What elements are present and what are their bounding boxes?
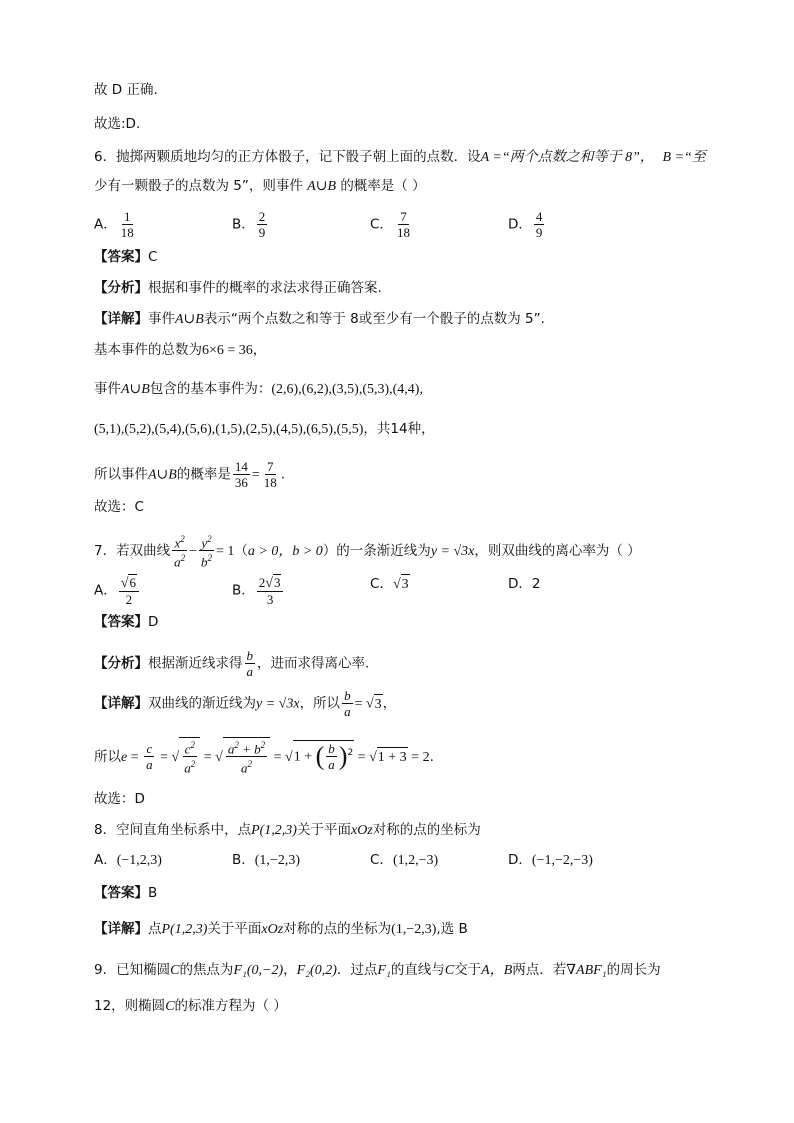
q6-stem-line1: 6．抛掷两颗质地均匀的正方体骰子，记下骰子朝上面的点数．设A =“两个点数之和等于 8”， B =“至	[94, 149, 706, 165]
q7-detail: 【详解】双曲线的渐近线为y = √3x，所以 $\frac{b}{a}$ = √3，	[94, 688, 397, 719]
q7-option-a: A． $\frac{√6}{2}$	[94, 574, 141, 607]
q8-answer: 【答案】B	[94, 885, 158, 901]
q6-stem-line2: 少有一颗骰子的点数为 5”，则事件 A∪B 的概率是（ ）	[94, 178, 426, 194]
q7-option-b: B． $\frac{2√3}{3}$	[232, 574, 285, 607]
q6-choice: 故选：C	[94, 499, 144, 515]
q7-option-c: C．√3	[370, 574, 410, 595]
q7-analysis: 【分析】根据渐近线求得 $\frac{b}{a}$ ，进而求得离心率.	[94, 648, 370, 679]
q6-total: 基本事件的总数为6×6 = 36，	[94, 342, 267, 358]
q8-option-d: D．(−1,−2,−3)	[508, 852, 593, 868]
q7-eccentricity: 所以e = $\frac{c}{a}$ = √ $\frac{c^2}{a^2}$ = √ $\frac{a^2 + b^2}{a^2}$ = √1 + ( $\frac{b}{a}$ )$^2$ = √1 + 3 = 2.	[94, 737, 434, 776]
q6-detail: 【详解】事件A∪B表示“两个点数之和等于 8或至少有一个骰子的点数为 5”.	[94, 311, 545, 327]
q6-option-a: A． $\frac{1}{18}$	[94, 209, 134, 240]
q5-conclusion: 故 D 正确.	[94, 82, 158, 98]
q8-options	[94, 850, 714, 890]
q9-stem-line1: 9．已知椭圆C的焦点为F₁(0,−2)，F₂(0,2)．过点F₁的直线与C交于A，B两点．若∇ABF₁的周长为	[94, 962, 661, 978]
q8-option-b: B．(1,−2,3)	[232, 852, 300, 868]
q7-choice: 故选：D	[94, 791, 145, 807]
q7-option-d: D．2	[508, 576, 541, 592]
q7-answer: 【答案】D	[94, 614, 159, 630]
q6-answer: 【答案】C	[94, 249, 158, 265]
q6-option-b: B． $\frac{2}{9}$	[232, 209, 266, 240]
q6-option-c: C． $\frac{7}{18}$	[370, 209, 410, 240]
q6-analysis: 【分析】根据和事件的概率的求法求得正确答案.	[94, 280, 382, 296]
q8-detail: 【详解】点P(1,2,3)关于平面xOz对称的点的坐标为(1,−2,3),选 B	[94, 921, 468, 937]
q6-options	[94, 203, 714, 243]
q8-stem: 8．空间直角坐标系中，点P(1,2,3)关于平面xOz对称的点的坐标为	[94, 822, 481, 838]
q6-contains: 事件A∪B包含的基本事件为：(2,6),(6,2),(3,5),(5,3),(4,4),	[94, 381, 423, 397]
q6-option-d: D． $\frac{4}{9}$	[508, 209, 543, 240]
q7-options	[94, 568, 714, 608]
q5-choice: 故选:D.	[94, 116, 141, 132]
q6-events-list: (5,1),(5,2),(5,4),(5,6),(1,5),(2,5),(4,5),(6,5),(5,5)，共14种，	[94, 421, 435, 437]
q6-probability: 所以事件A∪B的概率是 $\frac{14}{36}$ = $\frac{7}{18}$ .	[94, 459, 286, 490]
q8-option-c: C．(1,2,−3)	[370, 852, 439, 868]
q8-option-a: A．(−1,2,3)	[94, 852, 162, 868]
q9-stem-line2: 12，则椭圆C的标准方程为（ ）	[94, 998, 287, 1014]
q7-stem: 7．若双曲线 $\frac{x^2}{a^2}$ − $\frac{y^2}{b^2}$ = 1（a > 0，b > 0）的一条渐近线为y = √3x，则双曲线的离心率为（ ）	[94, 534, 641, 570]
